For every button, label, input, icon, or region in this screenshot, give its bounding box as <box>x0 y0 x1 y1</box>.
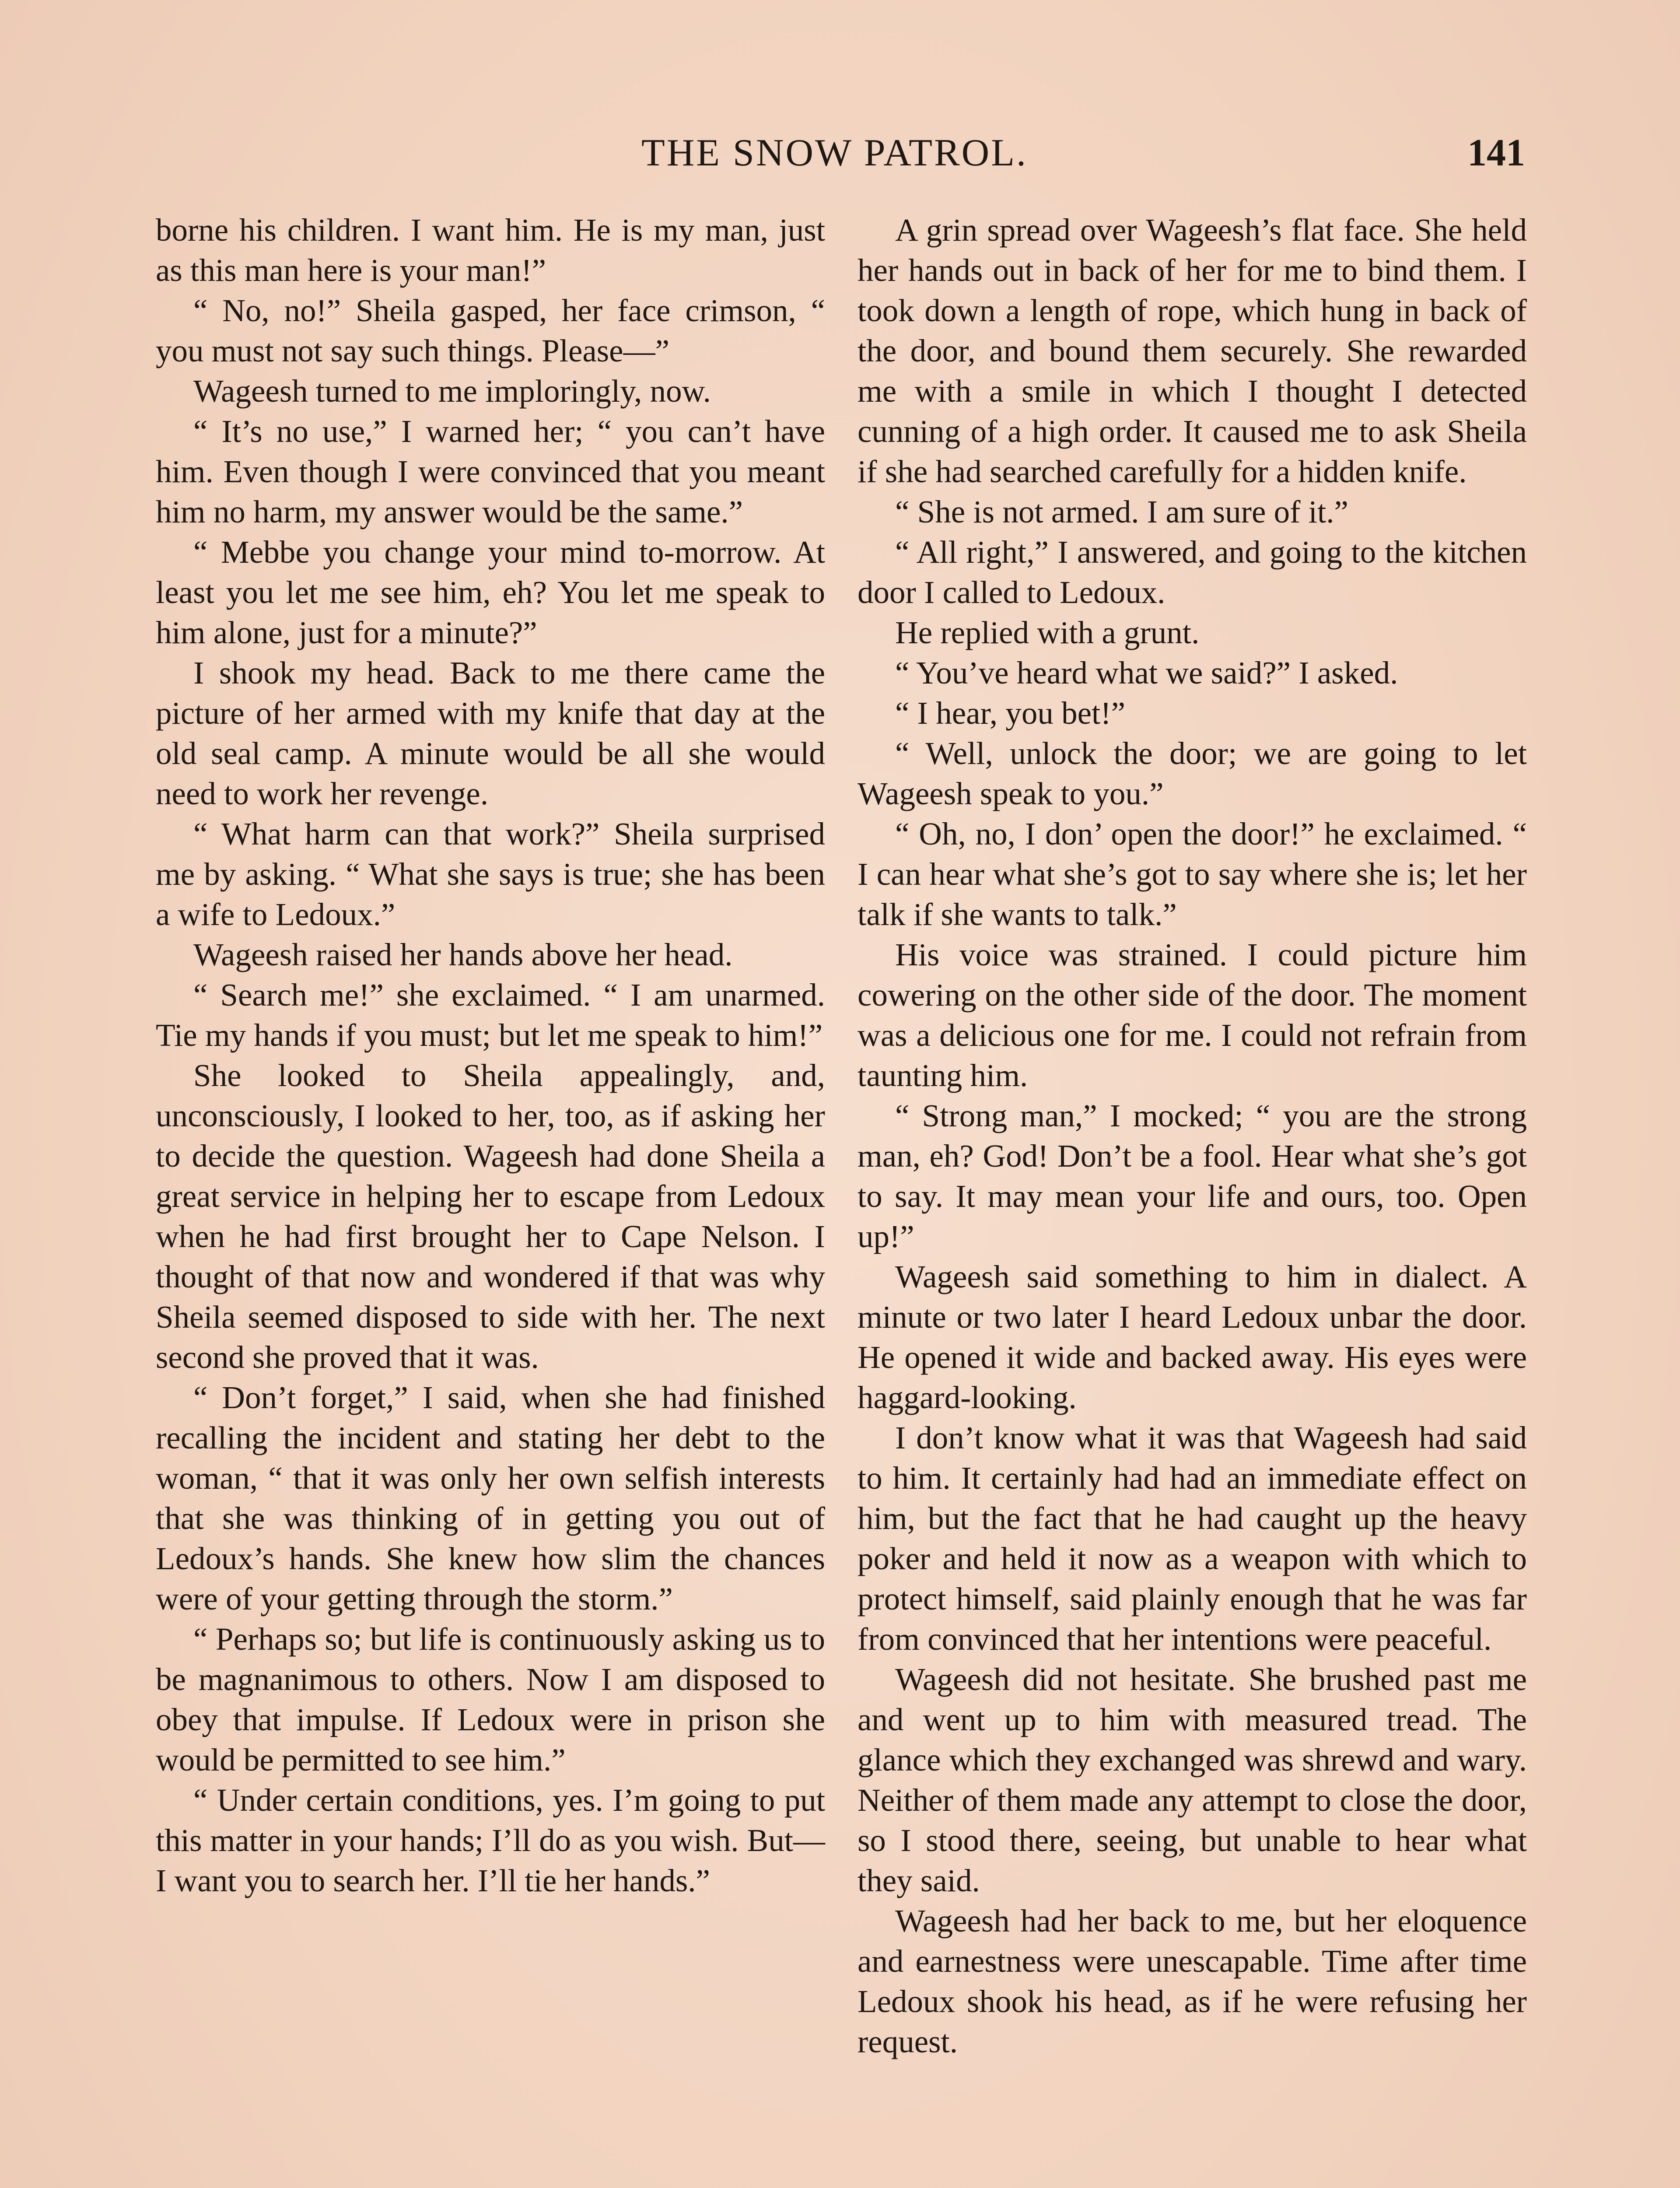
paragraph: “ It’s no use,” I warned her; “ you can’t have him. Even though I were convinced that you meant him no harm, my answer would be the same.” <box>156 414 825 529</box>
paragraph: Wageesh raised her hands above her head. <box>193 937 733 972</box>
paragraph: “ Search me!” she exclaimed. “ I am unarmed. Tie my hands if you must; but let me speak to him!” <box>156 977 825 1053</box>
right-column <box>858 210 1527 2062</box>
running-head: THE SNOW PATROL. <box>641 132 1028 174</box>
paragraph: “ I hear, you bet!” <box>895 695 1126 731</box>
paragraph: Wageesh did not hesitate. She brushed past me and went up to him with measured tread. The glance which they exchanged was shrewd and wary. Neither of them made any attempt to close the door, so I stood there, seeing, but unable to hear what they said. <box>858 1662 1527 1898</box>
paragraph: I shook my head. Back to me there came the picture of her armed with my knife that day at the old seal camp. A minute would be all she would need to work her revenge. <box>156 655 825 811</box>
left-column <box>156 210 825 1901</box>
paragraph: Wageesh turned to me imploringly, now. <box>193 373 711 409</box>
paragraph: “ Under certain conditions, yes. I’m going to put this matter in your hands; I’ll do as you wish. But—I want you to search her. I’ll tie her hands.” <box>156 1782 825 1898</box>
paragraph: He replied with a grunt. <box>895 615 1200 650</box>
paragraph: His voice was strained. I could picture him cowering on the other side of the door. The moment was a delicious one for me. I could not refrain from taunting him. <box>858 937 1527 1093</box>
paragraph: “ You’ve heard what we said?” I asked. <box>895 655 1398 691</box>
paragraph: “ Well, unlock the door; we are going to let Wageesh speak to you.” <box>858 736 1527 811</box>
paragraph: “ Mebbe you change your mind to-morrow. At least you let me see him, eh? You let me speak to him alone, just for a minute?” <box>156 534 825 650</box>
paragraph: I don’t know what it was that Wageesh had said to him. It certainly had had an immediate effect on him, but the fact that he had caught up the heavy poker and held it now as a weapon with which to protect himself, said plainly enough that he was far from convinced that her intentions were peaceful. <box>858 1420 1527 1657</box>
page-header <box>156 127 1525 179</box>
paragraph: “ Perhaps so; but life is continuously asking us to be magnanimous to others. Now I am disposed to obey that impulse. If Ledoux were in prison she would be permitted to see him.” <box>156 1621 825 1778</box>
paragraph: She looked to Sheila appealingly, and, unconsciously, I looked to her, too, as if asking her to decide the question. Wageesh had done Sheila a great service in helping her to escape from Ledoux when he had first brought her to Cape Nelson. I thought of that now and wondered if that was why Sheila seemed disposed to side with her. The next second she proved that it was. <box>156 1058 825 1375</box>
paragraph: Wageesh said something to him in dialect. A minute or two later I heard Ledoux unbar the door. He opened it wide and backed away. His eyes were haggard-looking. <box>858 1259 1527 1415</box>
paragraph: Wageesh had her back to me, but her eloquence and earnestness were unescapable. Time after time Ledoux shook his head, as if he were refusing her request. <box>858 1903 1527 2059</box>
paragraph: “ Don’t forget,” I said, when she had finished recalling the incident and stating her debt to the woman, “ that it was only her own selfish interests that she was thinking of in getting you out of Ledoux’s hands. She knew how slim the chances were of your getting through the storm.” <box>156 1380 825 1616</box>
paragraph: “ Strong man,” I mocked; “ you are the strong man, eh? God! Don’t be a fool. Hear what she’s got to say. It may mean your life and ours, too. Open up!” <box>858 1098 1527 1254</box>
paragraph: “ What harm can that work?” Sheila surprised me by asking. “ What she says is true; she has been a wife to Ledoux.” <box>156 816 825 932</box>
paragraph: A grin spread over Wageesh’s flat face. She held her hands out in back of her for me to bind them. I took down a length of rope, which hung in back of the door, and bound them securely. She rewarded me with a smile in which I thought I detected cunning of a high order. It caused me to ask Sheila if she had searched carefully for a hidden knife. <box>858 212 1527 489</box>
paragraph: “ All right,” I answered, and going to the kitchen door I called to Ledoux. <box>858 534 1527 610</box>
paragraph: “ She is not armed. I am sure of it.” <box>895 494 1348 529</box>
paragraph: borne his children. I want him. He is my man, just as this man here is your man!” <box>156 212 825 288</box>
paragraph: “ No, no!” Sheila gasped, her face crimson, “ you must not say such things. Please—” <box>156 293 825 368</box>
paragraph: “ Oh, no, I don’ open the door!” he exclaimed. “ I can hear what she’s got to say where she is; let her talk if she wants to talk.” <box>858 816 1527 932</box>
page-number: 141 <box>1467 132 1525 174</box>
